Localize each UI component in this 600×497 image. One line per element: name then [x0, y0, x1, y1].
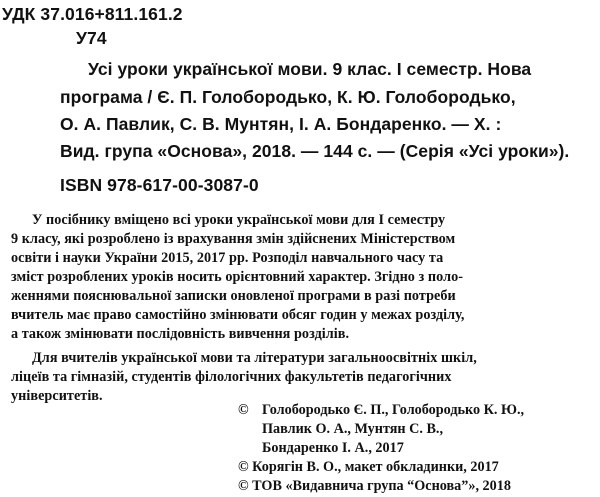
copyright-line-1: Голобородько Є. П., Голобородько К. Ю.,	[262, 402, 525, 418]
annotation-line-1: У посібнику вміщено всі уроки української мови для І семестру	[32, 212, 446, 228]
annotation-line-7: а також змінювати послідовність вивчення розділів.	[11, 326, 350, 342]
annotation-line-10: університетів.	[11, 388, 103, 404]
reference-line-3: О. А. Павлик, С. В. Мунтян, І. А. Бондаренко. — Х. :	[60, 114, 502, 134]
reference-line-2: програма / Є. П. Голобородько, К. Ю. Голобородько,	[60, 87, 516, 107]
copyright-symbol: ©	[238, 402, 249, 418]
reference-line-1: Усі уроки української мови. 9 клас. І семестр. Нова	[88, 59, 532, 79]
udk-code: УДК 37.016+811.161.2	[2, 4, 183, 24]
reference-line-4: Вид. група «Основа», 2018. — 144 с. — (Серія «Усі уроки»).	[60, 141, 570, 161]
copyright-line-3: Бондаренко І. А., 2017	[262, 440, 404, 456]
annotation-line-2: 9 класу, які розроблено із врахування змін здійснених Міністерством	[11, 231, 456, 247]
copyright-line-5: © ТОВ «Видавнича група “Основа”», 2018	[238, 478, 511, 494]
copyright-line-2: Павлик О. А., Мунтян С. В.,	[262, 421, 444, 437]
annotation-line-3: освіти і науки України 2015, 2017 рр. Розподіл навчального часу та	[11, 250, 444, 266]
copyright-line-4: © Корягін В. О., макет обкладинки, 2017	[238, 459, 499, 475]
annotation-line-5: женнями пояснювальної записки оновленої програми в разі потреби	[11, 288, 456, 304]
isbn-line: ISBN 978-617-00-3087-0	[60, 175, 259, 195]
annotation-line-4: зміст розроблених уроків носить орієнтовний характер. Згідно з поло-	[11, 269, 464, 285]
annotation-line-8: Для вчителів української мови та літератури загальноосвітніх шкіл,	[32, 350, 477, 366]
author-mark: У74	[76, 28, 107, 48]
annotation-line-9: ліцеїв та гімназій, студентів філологічних факультетів педагогічних	[11, 369, 452, 385]
annotation-line-6: вчитель має право самостійно змінювати обсяг годин у межах розділу,	[11, 307, 465, 323]
